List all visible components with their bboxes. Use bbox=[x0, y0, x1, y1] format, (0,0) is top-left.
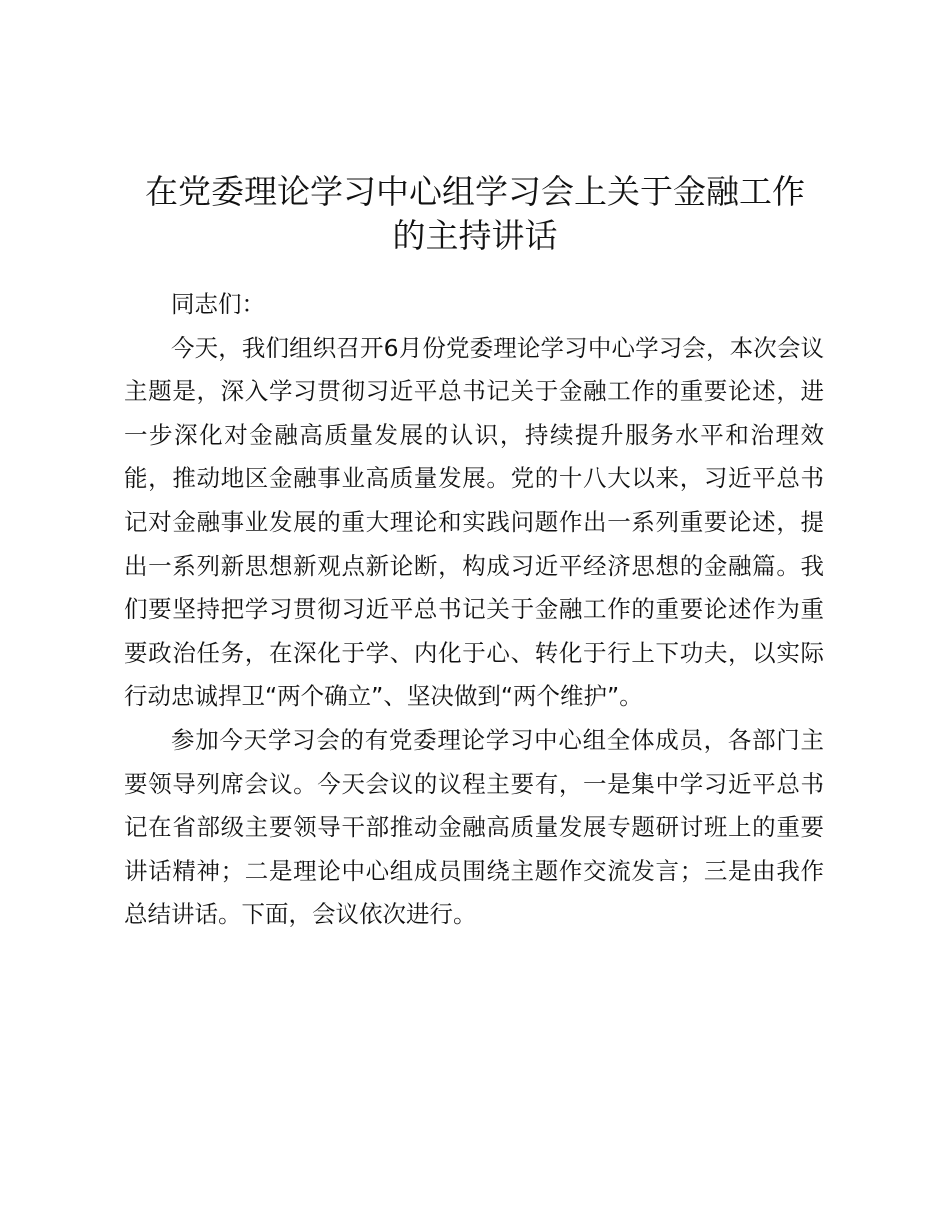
salutation: 同志们： bbox=[171, 290, 265, 318]
document-title bbox=[120, 170, 830, 258]
title-line-2: 的主持讲话 bbox=[392, 216, 558, 255]
paragraph-agenda: 参加今天学习会的有党委理论学习中心组全体成员，各部门主要领导列席会议。今天会议的议程主要有，一是集中学习近平总书记在省部级主要领导干部推动金融高质量发展专题研讨班上的重要讲话精神；二是理论中心组成员围绕主题作交流发言；三是由我作总结讲话。下面，会议依次进行。 bbox=[124, 725, 824, 929]
document-body bbox=[124, 283, 824, 937]
paragraph-opening: 今天，我们组织召开6月份党委理论学习中心学习会，本次会议主题是，深入学习贯彻习近平总书记关于金融工作的重要论述，进一步深化对金融高质量发展的认识，持续提升服务水平和治理效能，推动地区金融事业高质量发展。党的十八大以来，习近平总书记对金融事业发展的重大理论和实践问题作出一系列重要论述，提出一系列新思想新观点新论断，构成习近平经济思想的金融篇。我们要坚持把学习贯彻习近平总书记关于金融工作的重要论述作为重要政治任务，在深化于学、内化于心、转化于行上下功夫，以实际行动忠诚捍卫“两个确立”、坚决做到“两个维护”。 bbox=[124, 333, 824, 711]
title-line-1: 在党委理论学习中心组学习会上关于金融工作 bbox=[145, 172, 805, 211]
